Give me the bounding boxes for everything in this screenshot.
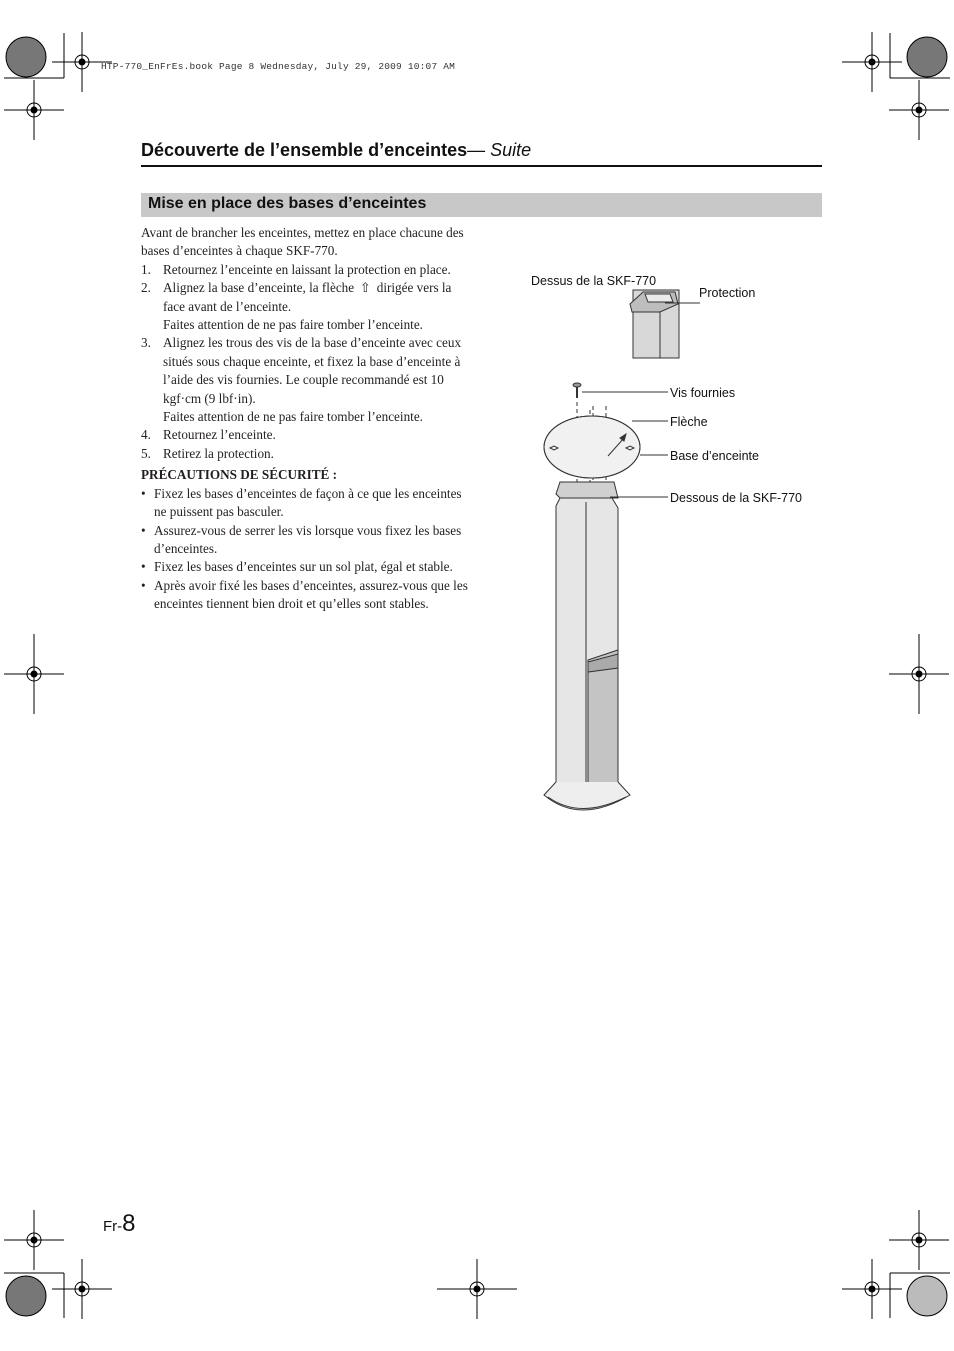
step-number: 5.: [141, 445, 151, 461]
step-text: Retirez la protection.: [163, 445, 274, 461]
page-number: [103, 1210, 136, 1238]
step-text: Alignez les trous des vis de la base d’enceinte avec ceux situés sous chaque enceinte, et fixez la base d’enceinte à l’aide des vis fournies. Le couple recommandé est 10 kgf·cm (9 lbf·in).: [163, 335, 462, 406]
step-text: Retournez l’enceinte.: [163, 427, 276, 443]
step-item: [141, 445, 471, 463]
step-number: 1.: [141, 261, 151, 277]
speaker-base-illustration: [544, 416, 640, 478]
label-top: Dessus de la SKF-770: [531, 274, 657, 288]
speaker-body-illustration: [544, 482, 630, 810]
section-title: Mise en place des bases d’enceintes: [148, 195, 427, 212]
label-bottom: Dessous de la SKF-770: [670, 491, 803, 505]
step-number: 4.: [141, 427, 151, 443]
speaker-top-illustration: [630, 290, 679, 358]
step-number: 3.: [141, 335, 151, 351]
precaution-item: • Fixez les bases d’enceintes sur un sol plat, égal et stable.: [141, 558, 471, 576]
label-arrow: Flèche: [670, 415, 708, 429]
step-number: 2.: [141, 280, 151, 296]
steps-list: [141, 261, 471, 463]
step-text: Retournez l’enceinte en laissant la protection en place.: [163, 261, 451, 277]
precaution-item: • Assurez-vous de serrer les vis lorsque vous fixez les bases d’enceintes.: [141, 522, 471, 559]
step-item: [141, 426, 471, 444]
precautions-list: [141, 485, 471, 614]
page-title-suffix: — Suite: [467, 140, 532, 160]
page-title: [141, 140, 531, 161]
label-base: Base d’enceinte: [670, 449, 759, 463]
page-number-value: 8: [122, 1210, 136, 1237]
precautions-heading: PRÉCAUTIONS DE SÉCURITÉ :: [141, 467, 338, 483]
step-item: [141, 261, 471, 279]
page-number-prefix: Fr-: [103, 1218, 123, 1235]
instructions-column: [141, 224, 471, 614]
step-item: [141, 334, 471, 426]
step-item: [141, 279, 471, 334]
step-note: Faites attention de ne pas faire tomber l’enceinte.: [163, 317, 423, 333]
step-note: Faites attention de ne pas faire tomber l’enceinte.: [163, 409, 423, 425]
up-arrow-icon: ⇧: [359, 280, 371, 296]
file-header: HTP-770_EnFrEs.book Page 8 Wednesday, July 29, 2009 10:07 AM: [101, 61, 456, 72]
precaution-item: • Fixez les bases d’enceintes de façon à ce que les enceintes ne puissent pas basculer.: [141, 485, 471, 522]
label-screws: Vis fournies: [670, 386, 736, 400]
precaution-item: • Après avoir fixé les bases d’enceintes, assurez-vous que les enceintes tiennent bien droit et qu’elles sont stables.: [141, 577, 471, 614]
step-text: Alignez la base d’enceinte, la flèche: [163, 280, 355, 296]
speaker-base-diagram: [520, 270, 820, 830]
title-rule: [141, 165, 822, 167]
intro-paragraph: Avant de brancher les enceintes, mettez en place chacune des bases d’enceintes à chaque SKF-770.: [141, 225, 464, 259]
label-protection: Protection: [699, 286, 756, 300]
screw-illustration: [573, 383, 581, 398]
page-title-text: Découverte de l’ensemble d’enceintes: [141, 140, 468, 160]
step-text: dirigée vers la face avant de l’enceinte.: [163, 280, 452, 314]
